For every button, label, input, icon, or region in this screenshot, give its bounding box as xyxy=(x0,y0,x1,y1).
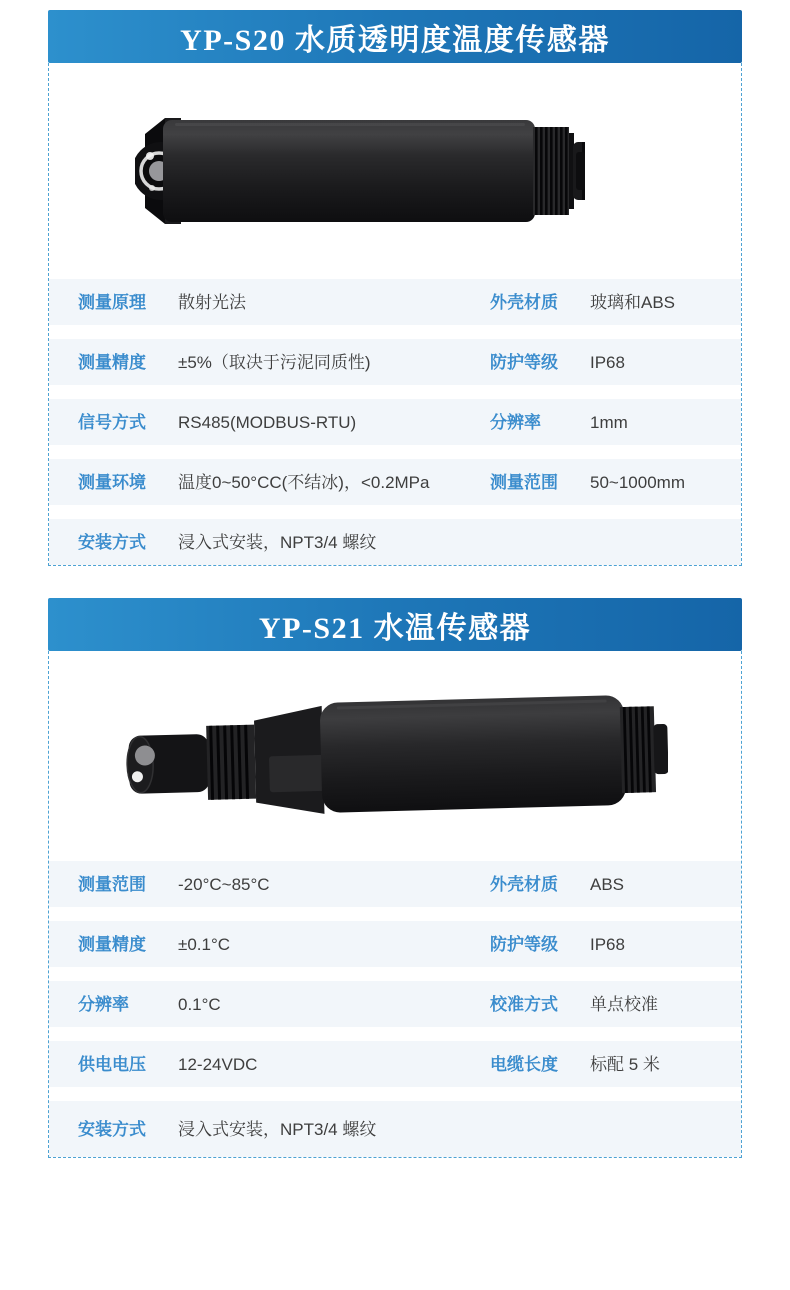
spec-cell xyxy=(490,294,741,311)
spec-value: 1mm xyxy=(590,412,628,432)
spec-row xyxy=(49,921,741,967)
spec-cell xyxy=(490,474,741,491)
spec-label: 供电电压 xyxy=(78,1054,146,1074)
section-title-yp-s20: YP-S20 水质透明度温度传感器 xyxy=(180,23,610,57)
spec-value: ±0.1°C xyxy=(178,934,231,954)
spec-row xyxy=(49,519,741,565)
section-yp-s21 xyxy=(48,598,742,1158)
spec-label: 信号方式 xyxy=(78,412,146,432)
spec-value: 0.1°C xyxy=(178,994,221,1014)
spec-value: ABS xyxy=(590,874,625,894)
spec-cell xyxy=(78,876,490,893)
spec-cell xyxy=(78,414,490,431)
spec-cell xyxy=(490,876,741,893)
section-body-yp-s21 xyxy=(48,651,742,1158)
section-title-yp-s21: YP-S21 水温传感器 xyxy=(258,611,532,645)
spec-value: 单点校准 xyxy=(590,994,658,1014)
spec-label: 电缆长度 xyxy=(490,1054,558,1074)
spec-value: 标配 5 米 xyxy=(590,1054,660,1074)
spec-cell xyxy=(490,936,741,953)
spec-label: 测量环境 xyxy=(78,472,146,492)
spec-label: 外壳材质 xyxy=(490,874,558,894)
water-temperature-sensor-photo-icon xyxy=(123,691,668,821)
spec-cell xyxy=(490,354,741,371)
spec-label: 测量范围 xyxy=(490,472,558,492)
spec-value: IP68 xyxy=(590,934,625,954)
section-header-yp-s21 xyxy=(48,598,742,651)
spec-label: 防护等级 xyxy=(490,934,558,954)
spec-label: 测量原理 xyxy=(78,292,146,312)
spec-cell xyxy=(490,1056,741,1073)
spec-cell xyxy=(490,414,741,431)
spec-value: 浸入式安装，NPT3/4 螺纹 xyxy=(178,1119,377,1139)
spec-cell xyxy=(78,996,490,1013)
spec-value: 温度0~50°CC(不结冰)，<0.2MPa xyxy=(178,472,430,492)
spec-value: RS485(MODBUS-RTU) xyxy=(178,412,357,432)
spec-label: 校准方式 xyxy=(490,994,558,1014)
spec-row xyxy=(49,399,741,445)
product-image-block-yp-s21 xyxy=(49,651,741,861)
spec-value: 12-24VDC xyxy=(178,1054,258,1074)
spec-row xyxy=(49,279,741,325)
spec-cell xyxy=(78,936,490,953)
spec-value: 50~1000mm xyxy=(590,472,685,492)
section-body-yp-s20 xyxy=(48,63,742,566)
spec-row xyxy=(49,339,741,385)
spec-cell xyxy=(78,1056,490,1073)
spec-row xyxy=(49,459,741,505)
spec-value: 散射光法 xyxy=(178,292,246,312)
spec-value: 玻璃和ABS xyxy=(590,292,676,312)
spec-label: 安装方式 xyxy=(78,1119,146,1139)
section-header-yp-s20 xyxy=(48,10,742,63)
spec-cell xyxy=(78,354,490,371)
section-yp-s20 xyxy=(48,0,742,566)
spec-label: 测量范围 xyxy=(78,874,146,894)
spec-value: 浸入式安装，NPT3/4 螺纹 xyxy=(178,532,377,552)
spec-cell xyxy=(490,996,741,1013)
spec-label: 外壳材质 xyxy=(490,292,558,312)
turbidity-sensor-photo-icon xyxy=(135,118,585,224)
spec-label: 防护等级 xyxy=(490,352,558,372)
spec-row xyxy=(49,1041,741,1087)
spec-label: 测量精度 xyxy=(78,934,146,954)
spec-label: 测量精度 xyxy=(78,352,146,372)
spec-cell xyxy=(78,294,490,311)
spec-cell xyxy=(78,534,490,551)
spec-row xyxy=(49,1101,741,1157)
spec-cell xyxy=(78,1121,490,1138)
spec-label: 分辨率 xyxy=(78,994,129,1014)
spec-value: IP68 xyxy=(590,352,625,372)
spec-label: 安装方式 xyxy=(78,532,146,552)
spec-value: ±5%（取决于污泥同质性) xyxy=(178,352,371,372)
spec-value: -20°C~85°C xyxy=(178,874,270,894)
spec-label: 分辨率 xyxy=(490,412,541,432)
spec-cell xyxy=(78,474,490,491)
spec-row xyxy=(49,861,741,907)
product-image-block-yp-s20 xyxy=(49,63,741,279)
spec-row xyxy=(49,981,741,1027)
